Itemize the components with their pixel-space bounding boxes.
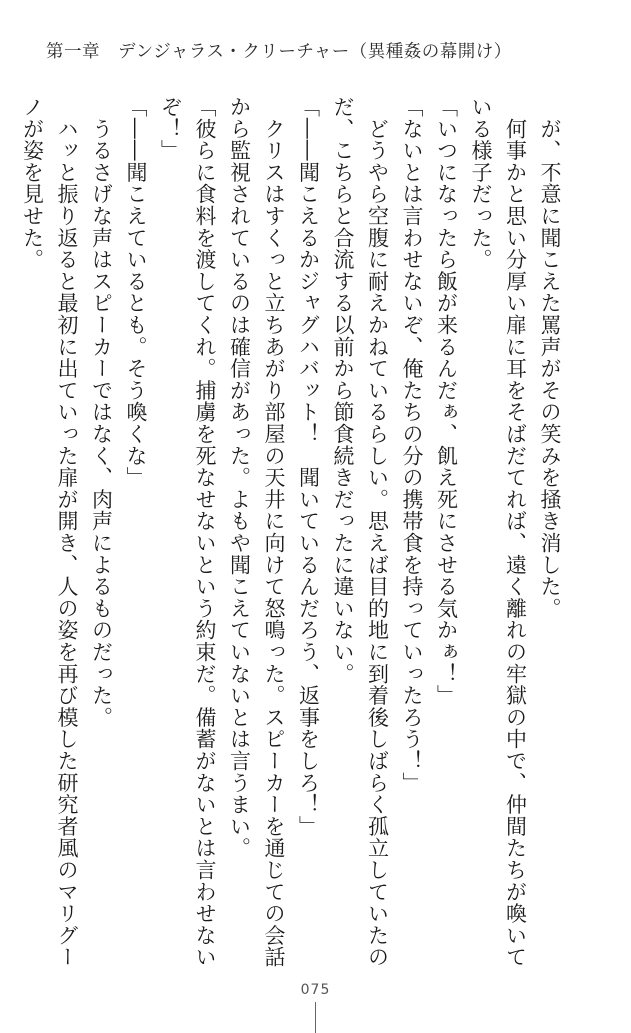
text-line: どうやら空腹に耐えかねているらしい。思えば目的地に到着後しばらく孤立していたの [365, 96, 390, 968]
text-line: うるさげな声はスピーカーではなく、肉声によるものだった。 [89, 96, 114, 729]
text-line: ぞ！」 [158, 96, 183, 162]
text-line: 「――聞こえているとも。そう喚くな」 [124, 96, 148, 489]
text-line: ハッと振り返ると最初に出ていった扉が開き、人の姿を再び模した研究者風のマリグー [55, 96, 79, 968]
text-line: 「――聞こえるかジャグハバット！ 聞いているんだろう、返事をしろ！」 [296, 96, 321, 838]
text-line: 「いつになったら飯が来るんだぁ、飢え死にさせる気かぁ！」 [434, 96, 459, 707]
text-line: いる様子だった。 [469, 96, 493, 271]
page-number: 075 [300, 982, 331, 998]
page-number-rule [315, 1002, 316, 1033]
text-line: が、不意に聞こえた罵声がその笑みを掻き消した。 [538, 96, 562, 620]
running-head: 第一章 デンジャラス・クリーチャー（異種姦の幕開け） [46, 42, 512, 62]
text-line: から監視されているのは確信があった。よもや聞こえていないとは言うまい。 [227, 96, 252, 859]
text-line: 「ないとは言わせないぞ、俺たちの分の携帯食を持っていったろう！」 [400, 96, 424, 794]
text-line: だ、こちらと合流する以前から節食続きだったに違いない。 [331, 96, 355, 685]
text-line: クリスはすくっと立ちあがり部屋の天井に向けて怒鳴った。スピーカーを通じての会話 [262, 96, 286, 968]
text-line: 何事かと思い分厚い扉に耳をそばだてれば、遠く離れの牢獄の中で、仲間たちが喚いて [503, 96, 528, 968]
text-line: ノが姿を見せた。 [20, 96, 45, 271]
body-text [15, 96, 567, 968]
text-line: 「彼らに食料を渡してくれ。捕虜を死なせないという約束だ。備蓄がないとは言わせない [193, 96, 217, 968]
